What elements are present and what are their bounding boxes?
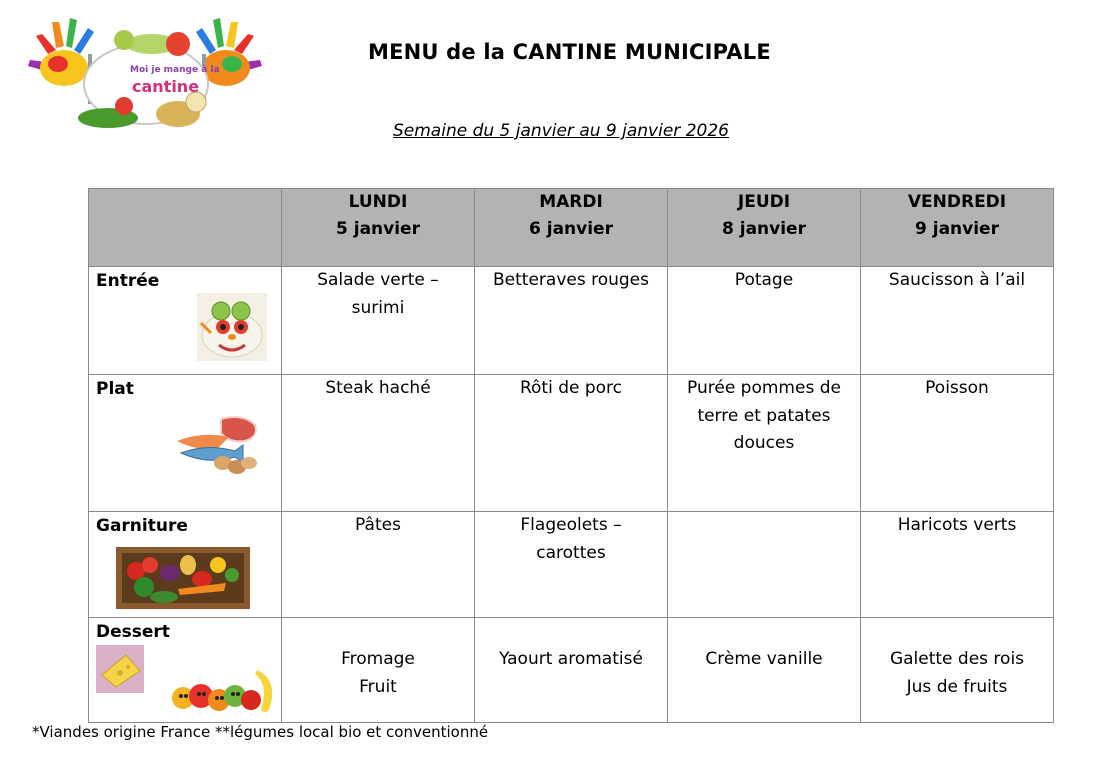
- logo-line1: Moi je mange à la: [130, 65, 220, 75]
- row-label-garniture: Garniture: [89, 512, 282, 618]
- menu-cell: Fromage Fruit: [282, 618, 475, 723]
- page-title: MENU de la CANTINE MUNICIPALE: [368, 40, 771, 64]
- menu-cell: Salade verte – surimi: [282, 267, 475, 375]
- menu-cell: Purée pommes de terre et patates douces: [668, 375, 861, 512]
- day-header: LUNDI 5 janvier: [282, 189, 475, 267]
- menu-cell: Steak haché: [282, 375, 475, 512]
- cantine-logo: [28, 14, 264, 136]
- menu-cell: Potage: [668, 267, 861, 375]
- vegetable-crate-illustration: [114, 543, 252, 613]
- left-hand-icon: [28, 18, 94, 86]
- day-header: MARDI 6 janvier: [475, 189, 668, 267]
- menu-cell: Pâtes: [282, 512, 475, 618]
- week-subtitle: Semaine du 5 janvier au 9 janvier 2026: [393, 121, 729, 141]
- menu-cell: Saucisson à l’ail: [861, 267, 1054, 375]
- menu-cell: [668, 512, 861, 618]
- day-header: JEUDI 8 janvier: [668, 189, 861, 267]
- header-row: [89, 189, 1054, 267]
- table-row: [89, 375, 1054, 512]
- meat-fish-eggs-illustration: [173, 411, 263, 479]
- menu-cell: Yaourt aromatisé: [475, 618, 668, 723]
- menu-cell: Betteraves rouges: [475, 267, 668, 375]
- row-label-plat: Plat: [89, 375, 282, 512]
- fruits-illustration: [169, 660, 281, 718]
- corner-cell: [89, 189, 282, 267]
- salad-face-illustration: [197, 293, 267, 361]
- menu-cell: Galette des rois Jus de fruits: [861, 618, 1054, 723]
- row-label-dessert: Dessert: [89, 618, 282, 723]
- logo-line2: cantine: [132, 77, 200, 96]
- menu-cell: Flageolets – carottes: [475, 512, 668, 618]
- menu-cell: Rôti de porc: [475, 375, 668, 512]
- menu-cell: Crème vanille: [668, 618, 861, 723]
- table-row: [89, 618, 1054, 723]
- table-row: [89, 512, 1054, 618]
- cheese-illustration: [96, 645, 144, 693]
- row-label-entree: Entrée: [89, 267, 282, 375]
- menu-table: [88, 188, 1054, 723]
- menu-cell: Haricots verts: [861, 512, 1054, 618]
- footnote: *Viandes origine France **légumes local bio et conventionné: [32, 723, 489, 741]
- day-header: VENDREDI 9 janvier: [861, 189, 1054, 267]
- menu-cell: Poisson: [861, 375, 1054, 512]
- table-row: [89, 267, 1054, 375]
